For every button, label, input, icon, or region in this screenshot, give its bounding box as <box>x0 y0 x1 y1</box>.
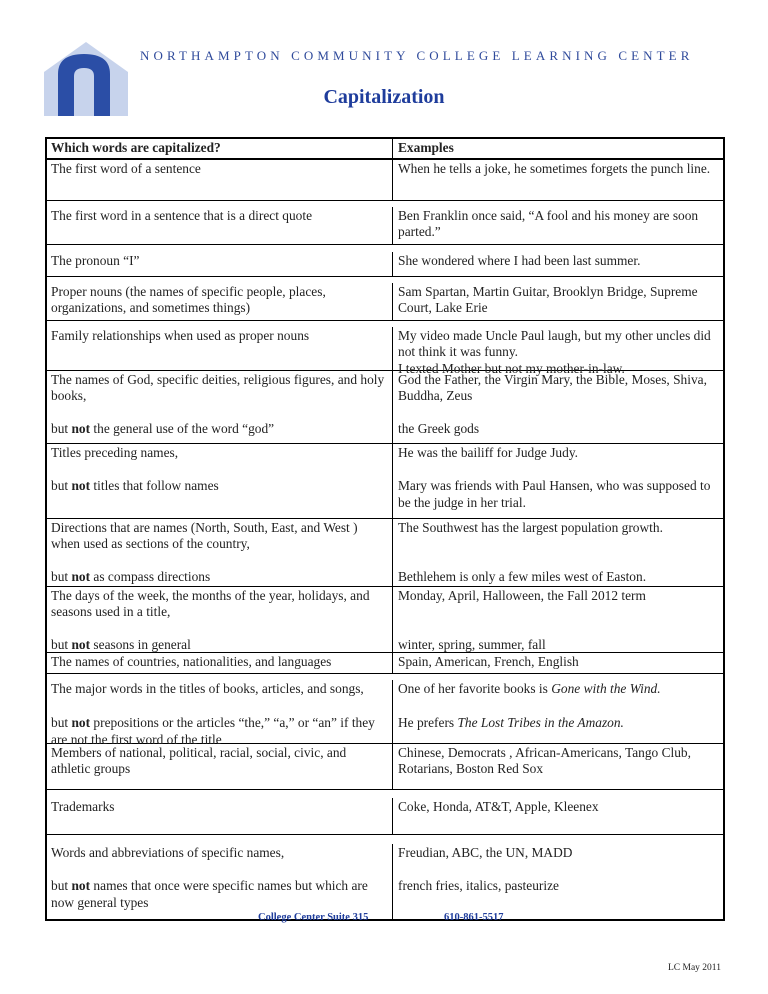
rule-exception: but not seasons in general <box>51 636 191 652</box>
example-cell <box>393 444 719 518</box>
table-row <box>47 443 723 518</box>
table-row <box>47 276 723 320</box>
table-row <box>47 518 723 586</box>
rule-cell: The first word of a sentence <box>47 160 393 200</box>
example-line: He prefers The Lost Tribes in the Amazon. <box>398 715 624 730</box>
rule-cell: Trademarks <box>47 798 393 834</box>
example-cell: She wondered where I had been last summer. <box>398 252 641 268</box>
rule-text: The names of God, specific deities, religious figures, and holy books, <box>51 371 385 403</box>
example-line: french fries, italics, pasteurize <box>398 878 559 893</box>
page-title: Capitalization <box>323 86 445 108</box>
rule-cell <box>47 844 393 919</box>
example-cell: Spain, American, French, English <box>398 653 579 669</box>
footer-date: LC May 2011 <box>668 963 721 973</box>
rule-cell <box>47 587 393 652</box>
table-row <box>47 200 723 244</box>
column-header-rule: Which words are capitalized? <box>47 139 393 158</box>
example-line: Freudian, ABC, the UN, MADD <box>398 844 573 860</box>
rule-cell: Members of national, political, racial, social, civic, and athletic groups <box>47 744 393 789</box>
table-row <box>47 320 723 376</box>
example-cell: Coke, Honda, AT&T, Apple, Kleenex <box>398 798 599 814</box>
example-line: God the Father, the Virgin Mary, the Bible, Moses, Shiva, Buddha, Zeus <box>398 371 707 403</box>
rule-cell: Family relationships when used as proper nouns <box>47 327 393 370</box>
example-cell <box>393 371 719 443</box>
footer-phone: 610-861-5517 <box>444 912 504 923</box>
table-row <box>47 586 723 652</box>
rule-cell: Proper nouns (the names of specific people, places, organizations, and sometimes things) <box>47 283 393 320</box>
example-line: winter, spring, summer, fall <box>398 637 546 652</box>
example-line: the Greek gods <box>398 420 480 436</box>
table-row <box>47 743 723 789</box>
example-line: My video made Uncle Paul laugh, but my other uncles did not think it was funny. <box>398 327 711 359</box>
example-line: Bethlehem is only a few miles west of Easton. <box>398 569 647 584</box>
table-row <box>47 159 723 200</box>
table-row <box>47 834 723 919</box>
example-line: Mary was friends with Paul Hansen, who was supposed to be the judge in her trial. <box>398 478 711 510</box>
rule-cell: The names of countries, nationalities, and languages <box>47 653 393 673</box>
example-cell <box>393 587 719 652</box>
example-cell <box>393 680 719 743</box>
example-line: He was the bailiff for Judge Judy. <box>398 444 578 460</box>
rule-cell <box>47 680 393 747</box>
table-row <box>47 244 723 276</box>
example-cell <box>393 844 719 919</box>
rule-text: The days of the week, the months of the year, holidays, and seasons used in a title, <box>51 587 370 619</box>
rule-text: Directions that are names (North, South, East, and West ) when used as sections of the country, <box>51 519 358 551</box>
rule-cell <box>47 371 393 443</box>
rule-exception: but not titles that follow names <box>51 478 219 493</box>
example-line: One of her favorite books is Gone with the Wind. <box>398 680 661 696</box>
rule-exception: but not names that once were specific names but which are now general types <box>51 878 368 910</box>
table-row <box>47 789 723 834</box>
table-row <box>47 673 723 747</box>
example-cell: Ben Franklin once said, “A fool and his money are soon parted.” <box>398 207 699 239</box>
rule-cell <box>47 444 393 518</box>
example-cell <box>393 327 719 376</box>
example-cell: Sam Spartan, Martin Guitar, Brooklyn Bridge, Supreme Court, Lake Erie <box>398 283 698 315</box>
rule-exception: but not as compass directions <box>51 568 211 584</box>
example-line: I texted Mother but not my mother-in-law. <box>398 360 625 376</box>
rule-exception: but not the general use of the word “god” <box>51 420 275 436</box>
example-line: The Southwest has the largest population growth. <box>398 519 663 535</box>
capitalization-table <box>45 137 725 921</box>
table-row <box>47 370 723 443</box>
org-name: NORTHAMPTON COMMUNITY COLLEGE LEARNING CENTER <box>140 48 694 63</box>
example-cell: When he tells a joke, he sometimes forgets the punch line. <box>398 160 711 176</box>
rule-text: Words and abbreviations of specific names, <box>51 844 285 860</box>
rule-cell <box>47 519 393 586</box>
example-cell: Chinese, Democrats , African-Americans, Tango Club, Rotarians, Boston Red Sox <box>398 744 691 776</box>
table-row <box>47 652 723 673</box>
column-header-examples: Examples <box>398 140 454 155</box>
rule-cell: The first word in a sentence that is a direct quote <box>47 207 393 244</box>
rule-text: Titles preceding names, <box>51 444 179 460</box>
rule-cell: The pronoun “I” <box>47 252 393 276</box>
example-line: Monday, April, Halloween, the Fall 2012 term <box>398 587 646 603</box>
rule-text: The major words in the titles of books, articles, and songs, <box>51 680 364 696</box>
rule-exception: but not prepositions or the articles “the,” “a,” or “an” if they are not the first word of the title <box>51 715 375 747</box>
example-cell <box>393 519 719 586</box>
table-header-row <box>47 139 723 159</box>
footer-address: College Center Suite 315 <box>258 912 369 923</box>
